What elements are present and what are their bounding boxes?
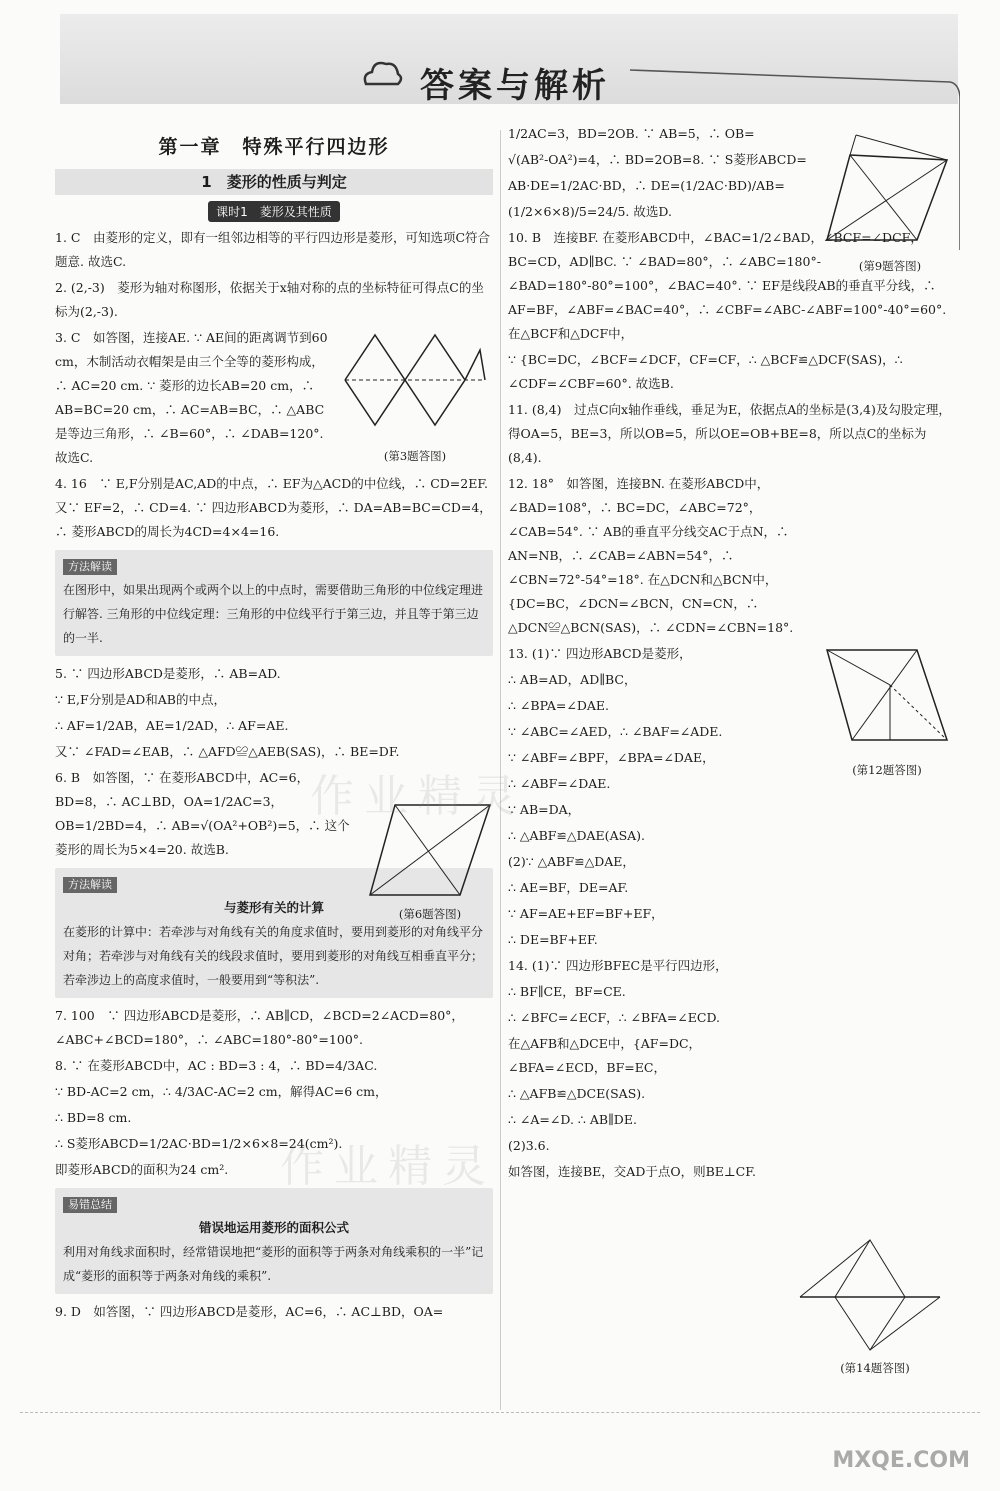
answer-5c: ∴ AF=1/2AB，AE=1/2AD，∴ AF=AE. [55, 718, 289, 733]
answer-8e: 即菱形ABCD的面积为24 cm². [55, 1162, 229, 1177]
error-title: 错误地运用菱形的面积公式 [198, 1220, 349, 1235]
answer-13f: ∴ ∠ABF=∠DAE. [508, 776, 611, 791]
cloud-icon [360, 52, 404, 92]
method-title-2: 与菱形有关的计算 [223, 900, 324, 915]
page-title: 答案与解析 [420, 66, 610, 106]
answer-8c: ∴ BD=8 cm. [55, 1110, 132, 1125]
answer-8b: ∵ BD-AC=2 cm，∴ 4/3AC-AC=2 cm，解得AC=6 cm， [55, 1084, 388, 1099]
answer-5a: 5. ∵ 四边形ABCD是菱形，∴ AB=AD. [55, 666, 281, 681]
figure-9 [822, 125, 957, 250]
figure-12 [822, 640, 952, 750]
answer-8a: 8. ∵ 在菱形ABCD中，AC : BD=3 : 4，∴ BD=4/3AC. [55, 1058, 378, 1073]
method-text: 在图形中，如果出现两个或两个以上的中点时，需要借助三角形的中位线定理进行解答. 三角形的中位线定理：三角形的中位线平行于第三边，并且等于第三边的一半. [63, 583, 484, 645]
answer-9d: AB·DE=1/2AC·BD，∴ DE=(1/2AC·BD)/AB= [508, 178, 785, 193]
answer-5b: ∵ E,F分别是AD和AB的中点， [55, 692, 226, 707]
error-text: 利用对角线求面积时，经常错误地把“菱形的面积等于两条对角线乘积的一半”记成“菱形的面积等于两条对角线的乘积”. [63, 1245, 484, 1283]
answer-13h: ∴ △ABF≌△DAE(ASA). [508, 828, 646, 843]
method-text-2: 在菱形的计算中：若牵涉与对角线有关的角度求值时，要用到菱形的对角线平分对角；若牵涉与对角线有关的线段求值时，要用到菱形的对角线互相垂直平分；若牵涉边上的高度求值时，一般要用到“等积法”. [63, 925, 484, 987]
lesson-label: 课时1 菱形及其性质 [208, 201, 340, 222]
answer-12: 12. 18° 如答图，连接BN. 在菱形ABCD中，∠BAD=108°，∴ BC=DC，∠ABC=72°，∠CAB=54°. ∵ AB的垂直平分线交AC于点N，∴ AN=NB，∴ ∠CAB=∠ABN=54°，∴ ∠CBN=72°-54°=18°. 在△DCN和△BCN中，{DC=BC，∠DCN=∠BCN，CN=CN，∴ △DCN≌△BCN(SAS)，∴ ∠CDN=∠CBN=18°. [508, 476, 794, 635]
answer-13a: 13. (1)∵ 四边形ABCD是菱形， [508, 646, 692, 661]
watermark: 作业精灵 [310, 771, 526, 822]
method-label: 方法解读 [63, 559, 117, 575]
answer-11: 11. (8,4) 过点C向x轴作垂线，垂足为E，依据点A的坐标是(3,4)及勾股定理，得OA=5，BE=3，所以OB=5，所以OE=OB+BE=8，所以点C的坐标为(8,4). [508, 402, 951, 465]
answer-10b: ∵ {BC=DC，∠BCF=∠DCF，CF=CF，∴ △BCF≌△DCF(SAS)，∴ ∠CDF=∠CBF=60°. 故选B. [508, 352, 903, 391]
section-title: 1 菱形的性质与判定 [55, 169, 493, 195]
figure-3-caption: (第3题答图) [383, 449, 447, 463]
answer-14f: ∴ ∠A=∠D. ∴ AB∥DE. [508, 1112, 637, 1127]
answer-14g: (2)3.6. [508, 1138, 550, 1153]
chapter-title: 第一章 特殊平行四边形 [158, 136, 390, 158]
answer-2: 2. (2,-3) 菱形为轴对称图形，依据关于x轴对称的点的坐标特征可得点C的坐标为(2,-3). [55, 280, 484, 319]
watermark-2: 作业精灵 [280, 1141, 496, 1192]
answer-9c: √(AB²-OA²)=4，∴ BD=2OB=8. ∵ S菱形ABCD= [508, 152, 807, 167]
answer-14a: 14. (1)∵ 四边形BFEC是平行四边形， [508, 958, 728, 973]
answer-13d: ∵ ∠ABC=∠AED，∴ ∠BAF=∠ADE. [508, 724, 723, 739]
answer-13g: ∵ AB=DA， [508, 802, 581, 817]
error-label: 易错总结 [63, 1197, 117, 1213]
answer-9b: 1/2AC=3，BD=2OB. ∵ AB=5，∴ OB= [508, 126, 755, 141]
answer-3: 3. C 如答图，连接AE. ∵ AE间的距离调节到60 cm，木制活动衣帽架是由三个全等的菱形构成，∴ AC=20 cm. ∵ 菱形的边长AB=20 cm，∴ AB=BC=20 cm，∴ AC=AB=BC，∴ △ABC是等边三角形，∴ ∠B=60°，∴ ∠DAB=120°. 故选C. [55, 330, 328, 465]
answer-5d: 又∵ ∠FAD=∠EAB，∴ △AFD≌△AEB(SAS)，∴ BE=DF. [55, 744, 400, 759]
answer-13b: ∴ AB=AD，AD∥BC， [508, 672, 637, 687]
answer-13e: ∵ ∠ABF=∠BPF，∠BPA=∠DAE， [508, 750, 715, 765]
footer-divider [20, 1412, 980, 1413]
answer-14h: 如答图，连接BE，交AD于点O，则BE⊥CF. [508, 1164, 756, 1179]
answer-13k: ∵ AF=AE+EF=BF+EF， [508, 906, 664, 921]
answer-9-start: 9. D 如答图，∵ 四边形ABCD是菱形，AC=6，∴ AC⊥BD，OA= [55, 1304, 444, 1319]
answer-13l: ∴ DE=BF+EF. [508, 932, 598, 947]
error-note [55, 1188, 493, 1294]
answer-1: 1. C 由菱形的定义，即有一组邻边相等的平行四边形是菱形，可知选项C符合题意. 故选C. [55, 230, 491, 269]
answer-14e: ∴ △AFB≌△DCE(SAS). [508, 1086, 646, 1101]
figure-14-caption: (第14题答图) [840, 1361, 910, 1375]
answer-13j: ∴ AE=BF，DE=AF. [508, 880, 629, 895]
answer-14c: ∴ ∠BFC=∠ECF，∴ ∠BFA=∠ECD. [508, 1010, 721, 1025]
answer-14b: ∴ BF∥CE，BF=CE. [508, 984, 626, 999]
footer-watermark: MXQE.COM [832, 1448, 970, 1473]
method-note [55, 550, 493, 656]
answer-8d: ∴ S菱形ABCD=1/2AC·BD=1/2×6×8=24(cm²). [55, 1136, 343, 1151]
figure-14 [795, 1235, 945, 1355]
answer-9e: (1/2×6×8)/5=24/5. 故选D. [508, 204, 672, 219]
method-label-2: 方法解读 [63, 877, 117, 893]
answer-13c: ∴ ∠BPA=∠DAE. [508, 698, 609, 713]
figure-3 [335, 330, 495, 440]
answer-13i: (2)∵ △ABF≌△DAE， [508, 854, 635, 869]
answer-14d: 在△AFB和△DCE中，{AF=DC，∠BFA=∠ECD，BF=EC， [508, 1036, 702, 1075]
answer-10: 10. B 连接BF. 在菱形ABCD中，∠BAC=1/2∠BAD，∠BCF=∠DCF，BC=CD，AD∥BC. ∵ ∠BAD=80°，∴ ∠ABC=180°-∠BAD=180°-80°=100°，∠BAC=40°. ∵ EF是线段AB的垂直平分线，∴ AF=BF，∠ABF=∠BAC=40°，∴ ∠CBF=∠ABC-∠ABF=100°-40°=60°. 在△BCF和△DCF中， [508, 230, 947, 341]
answer-7: 7. 100 ∵ 四边形ABCD是菱形，∴ AB∥CD，∠BCD=2∠ACD=80°，∠ABC+∠BCD=180°，∴ ∠ABC=180°-80°=100°. [55, 1008, 464, 1047]
answer-4: 4. 16 ∵ E,F分别是AC,AD的中点，∴ EF为△ACD的中位线，∴ CD=2EF. 又∵ EF=2，∴ CD=4. ∵ 四边形ABCD为菱形，∴ DA=AB=BC=CD=4，∴ 菱形ABCD的周长为4CD=4×4=16. [55, 476, 492, 539]
figure-12-caption: (第12题答图) [852, 763, 922, 777]
figure-6-caption: (第6题答图) [398, 907, 462, 921]
answer-6: 6. B 如答图，∵ 在菱形ABCD中，AC=6，BD=8，∴ AC⊥BD，OA=1/2AC=3，OB=1/2BD=4，∴ AB=√(OA²+OB²)=5，∴ 这个菱形的周长为5×4=20. 故选B. [55, 770, 350, 857]
figure-9-caption: (第9题答图) [858, 259, 922, 273]
